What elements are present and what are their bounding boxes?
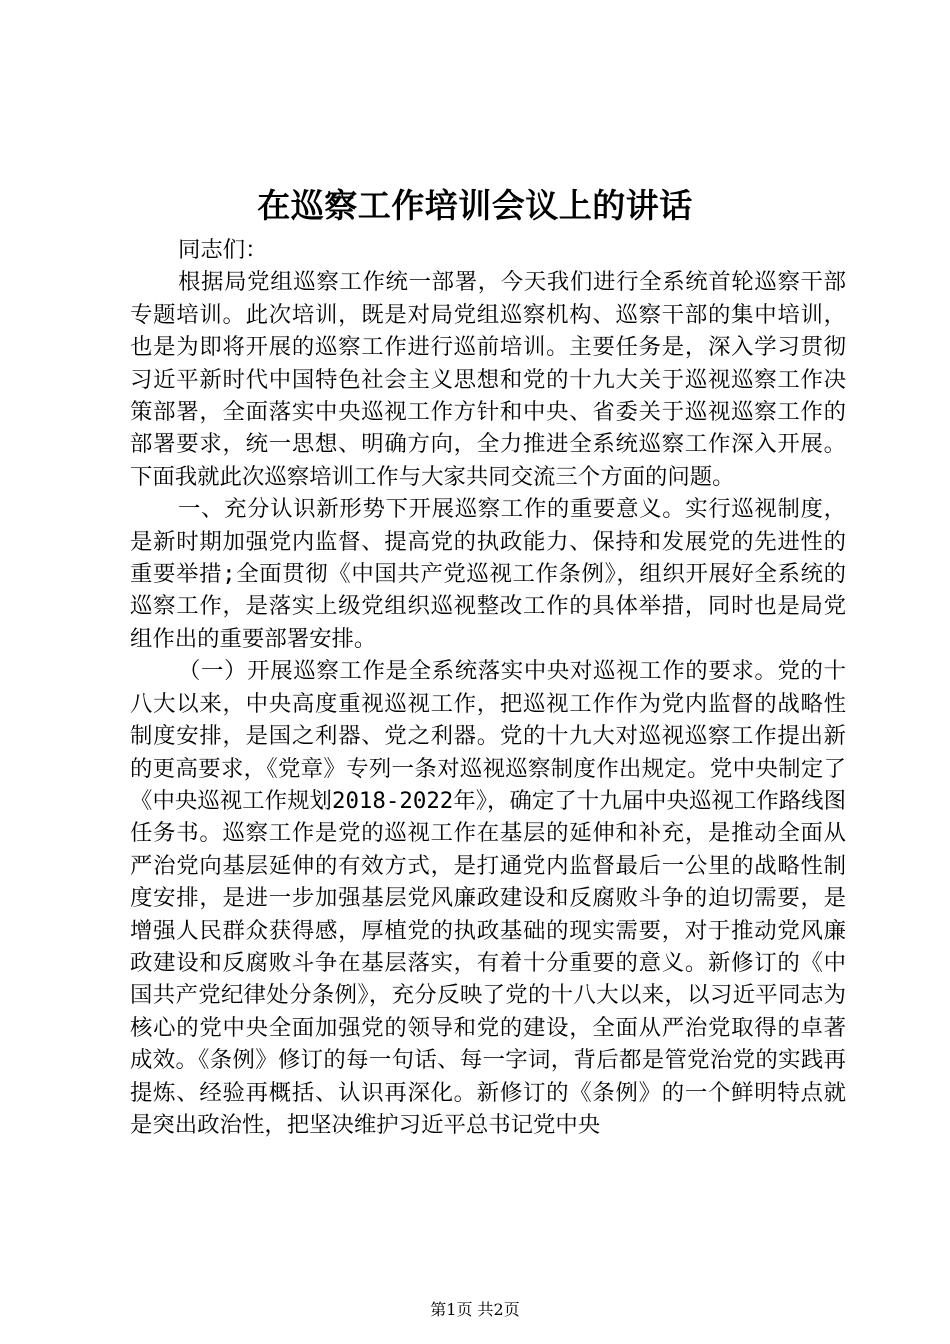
- paragraph: 根据局党组巡察工作统一部署，今天我们进行全系统首轮巡察干部专题培训。此次培训，既是对局党组巡察机构、巡察干部的集中培训，也是为即将开展的巡察工作进行巡前培训。主要任务是，深入学习贯彻习近平新时代中国特色社会主义思想和党的十九大关于巡视巡察工作决策部署，全面落实中央巡视工作方针和中央、省委关于巡视巡察工作的部署要求，统一思想、明确方向，全力推进全系统巡察工作深入开展。下面我就此次巡察培训工作与大家共同交流三个方面的问题。: [130, 269, 846, 490]
- paragraph: 一、充分认识新形势下开展巡察工作的重要意义。实行巡视制度，是新时期加强党内监督、提高党的执政能力、保持和发展党的先进性的重要举措;全面贯彻《中国共产党巡视工作条例》，组织开展好全系统的巡察工作，是落实上级党组织巡视整改工作的具体举措，同时也是局党组作出的重要部署安排。: [130, 496, 846, 652]
- paragraph: （一）开展巡察工作是全系统落实中央对巡视工作的要求。党的十八大以来，中央高度重视巡视工作，把巡视工作作为党内监督的战略性制度安排，是国之利器、党之利器。党的十九大对巡视巡察工作提出新的更高要求，《党章》专列一条对巡视巡察制度作出规定。党中央制定了《中央巡视工作规划2018-2022年》，确定了十九届中央巡视工作路线图任务书。巡察工作是党的巡视工作在基层的延伸和补充，是推动全面从严治党向基层延伸的有效方式，是打通党内监督最后一公里的战略性制度安排，是进一步加强基层党风廉政建设和反腐败斗争的迫切需要，是增强人民群众获得感，厚植党的执政基础的现实需要，对于推动党风廉政建设和反腐败斗争在基层落实，有着十分重要的意义。新修订的《中国共产党纪律处分条例》，充分反映了党的十八大以来，以习近平同志为核心的党中央全面加强党的领导和党的建设，全面从严治党取得的卓著成效。《条例》修订的每一句话、每一字词，背后都是管党治党的实践再提炼、经验再概括、认识再深化。新修订的《条例》的一个鲜明特点就是突出政治性，把坚决维护习近平总书记党中央: [130, 658, 846, 1138]
- document-body: [130, 234, 846, 1141]
- document-title: 在巡察工作培训会议上的讲话: [257, 186, 693, 225]
- salutation: 同志们：: [178, 237, 268, 263]
- page-footer: 第1页 共2页: [430, 1300, 520, 1319]
